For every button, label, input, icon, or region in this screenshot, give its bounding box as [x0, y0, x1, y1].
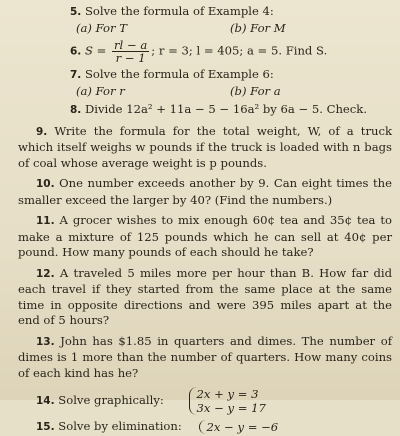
equation-2: 3x − y = 17 — [196, 401, 266, 415]
equation-1: 2x − y = −6 — [206, 420, 279, 434]
problem-number: 13. — [36, 335, 55, 348]
problem-text: One number exceeds another by 9. Can eight times the smaller exceed the larger by 40? (Find the numbers.) — [18, 176, 393, 207]
problem-7-parts — [18, 84, 392, 100]
fraction-denominator: r − 1 — [115, 51, 146, 65]
part-a: (a) For T — [76, 20, 127, 35]
problem-list — [18, 4, 392, 436]
equation-system — [189, 387, 265, 415]
problem-number: 5. — [70, 6, 82, 18]
problem-text: Solve by elimination: — [58, 419, 182, 433]
problem-text: ; r = 3; l = 405; a = 5. Find S. — [151, 43, 328, 58]
problem-text: A grocer wishes to mix enough 60¢ tea and 35¢ tea to make a mixture of 125 pounds which he can sell at 40¢ per pound. How many pounds of each should he take? — [18, 213, 392, 259]
problem-5 — [18, 4, 392, 21]
problem-10 — [18, 176, 392, 208]
problem-7 — [18, 67, 392, 84]
problem-text: Solve graphically: — [58, 393, 164, 407]
problem-8 — [18, 102, 392, 119]
part-b: (b) For M — [230, 20, 286, 35]
problem-number: 10. — [36, 178, 55, 190]
problem-13 — [18, 334, 392, 382]
problem-number: 7. — [70, 69, 82, 81]
problem-11 — [18, 213, 392, 261]
problem-number: 14. — [36, 395, 55, 407]
problem-number: 15. — [36, 421, 55, 433]
problem-text: Solve the formula of Example 4: — [84, 4, 274, 18]
problem-text: Write the formula for the total weight, W, of a truck which itself weighs w pounds if the truck is loaded with n bags of coal whose average weight is p pounds. — [18, 123, 392, 170]
problem-number: 6. — [70, 45, 82, 58]
formula-lhs: S = — [84, 43, 107, 58]
fraction-numerator: rl − a — [114, 38, 148, 52]
problem-text: Divide 12a² + 11a − 5 − 16a² by 6a − 5. Check. — [84, 102, 367, 116]
problem-number: 8. — [70, 104, 82, 116]
problem-5-parts — [18, 21, 392, 37]
problem-text: John has $1.85 in quarters and dimes. The number of dimes is 1 more than the number of quarters. How many coins of each kind has he? — [18, 333, 392, 380]
problem-9 — [18, 124, 392, 172]
problem-15 — [18, 419, 392, 436]
equation-system — [199, 420, 278, 434]
problem-14 — [18, 387, 392, 415]
problem-text: A traveled 5 miles more per hour than B. How far did each travel if they started from the same place at the same time in opposite directions and were 395 miles apart at the end of 5 hours? — [18, 265, 393, 327]
problem-number: 12. — [36, 267, 55, 280]
part-b: (b) For a — [230, 83, 281, 98]
part-a: (a) For r — [76, 83, 125, 98]
problem-12 — [18, 266, 392, 329]
problem-number: 11. — [36, 215, 55, 227]
equation-1: 2x + y = 3 — [196, 387, 259, 401]
problem-6 — [18, 39, 392, 64]
formula-fraction — [112, 39, 149, 64]
problem-number: 9. — [36, 125, 48, 138]
problem-text: Solve the formula of Example 6: — [84, 67, 274, 81]
